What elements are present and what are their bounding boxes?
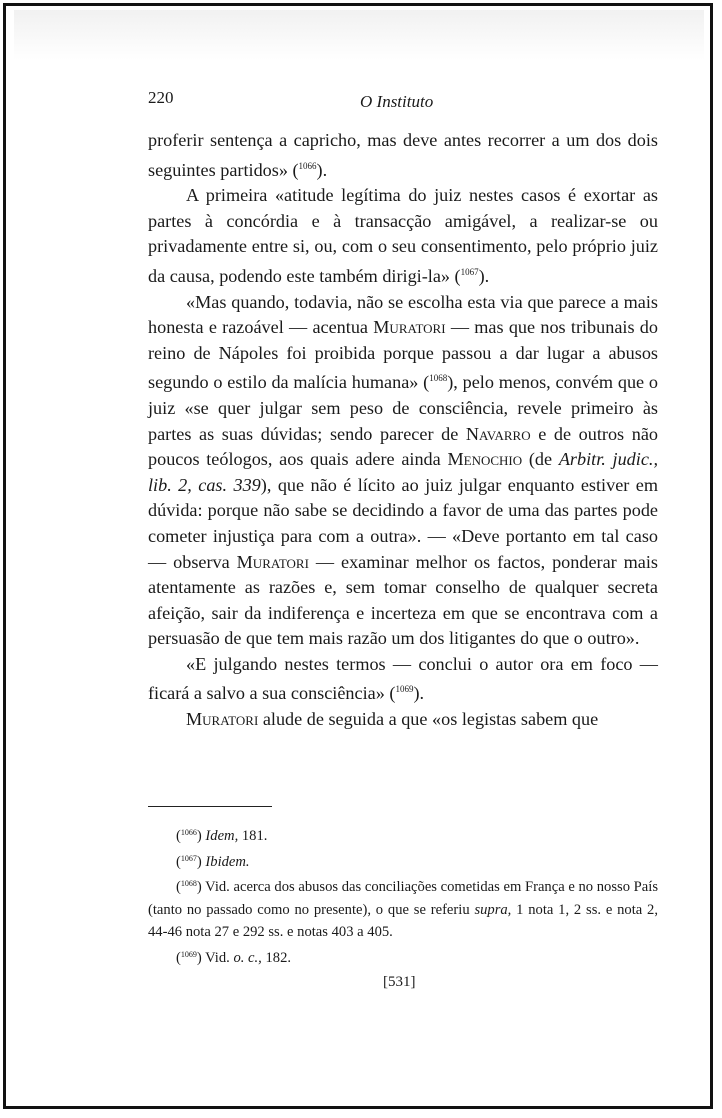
paragraph-3 [148, 290, 658, 652]
footnote-divider [148, 806, 272, 807]
footnote-number: 1067 [180, 853, 197, 863]
paragraph-3-text-e: (de [522, 449, 559, 470]
citation-arbitr-judic: Arbitr. judic., lib. 2, cas. 339 [148, 449, 658, 495]
paragraph-3-text-c: ), pelo menos, convém que o juiz «se quer julgar sem peso de consciência, revele primeiro às partes as suas dúvidas; sendo parecer de [148, 372, 658, 444]
paragraph-5 [148, 707, 658, 733]
footnote-text: Vid. acerca dos abusos das conciliações cometidas em França e no nosso País (tanto no passado como no presente), o que se referiu [148, 879, 658, 918]
footnote-italic: Idem, [205, 828, 239, 844]
footnote-marker: ($^{1067}$) [176, 853, 202, 870]
footnote-reference-1066: 1066 [298, 160, 317, 171]
footnote-text: Vid. [201, 949, 234, 966]
paragraph-1 [148, 128, 658, 183]
paragraph-2 [148, 183, 658, 289]
footnote-text: 181. [238, 828, 268, 844]
footnote-reference-1068: 1068 [429, 373, 448, 384]
footnote-number: 1066 [180, 828, 197, 837]
paragraph-2-text: A primeira «atitude legítima do juiz nestes casos é exortar as partes à concórdia e à transacção amigável, a realizar-se ou privadamente entre si, ou, com o seu consentimento, pelo próprio juiz da causa, podendo este também dirigi-la» ( [148, 185, 658, 286]
paragraph-4-text-end: ). [413, 683, 425, 704]
footnote-number: 1068 [180, 879, 197, 888]
footnote-italic: Ibidem. [205, 853, 250, 870]
footnote-reference-1067: 1067 [460, 266, 479, 277]
author-name-muratori: Muratori [373, 317, 446, 338]
footnote-1067 [148, 848, 658, 874]
footnote-number: 1069 [180, 949, 197, 959]
paragraph-3-text-f: ), que não é lícito ao juiz julgar enquanto estiver em dúvida: porque não sabe se decidindo a favor de uma das partes pode cometer injustiça para com a outra». — «Deve portanto em tal caso — observa [148, 474, 658, 572]
footnote-marker: ($^{1068}$) [176, 879, 202, 895]
footnote-italic: supra, [474, 901, 512, 918]
footnotes [148, 822, 658, 969]
body-text [148, 128, 658, 733]
footnote-marker: ($^{1066}$) [176, 828, 202, 844]
paragraph-5-text: alude de seguida a que «os legistas sabem que [258, 709, 599, 730]
paragraph-1-text: proferir sentença a capricho, mas deve antes recorrer a um dos dois seguintes partidos» ( [148, 130, 658, 180]
author-name-muratori-3: Muratori [186, 709, 259, 730]
running-title: O Instituto [360, 92, 434, 111]
footnote-marker: ($^{1069}$) [176, 949, 202, 966]
footnote-1069 [148, 944, 658, 970]
footnote-reference-1069: 1069 [395, 684, 414, 695]
paragraph-3-text-b: — mas que nos tribunais do reino de Nápoles foi proibida porque passou a dar lugar a abusos segundo o estilo da malícia humana» ( [148, 317, 658, 393]
page-number: 220 [148, 88, 174, 107]
print-page-reference: [531] [383, 974, 416, 990]
paragraph-3-text-d: e de outros não poucos teólogos, aos quais adere ainda [148, 423, 659, 470]
paragraph-2-text-end: ). [478, 265, 490, 286]
author-name-muratori-2: Muratori [236, 551, 309, 572]
paragraph-1-text-end: ). [316, 159, 328, 180]
footnote-text-end: 182. [261, 949, 292, 966]
author-name-menochio: Menochio [447, 449, 523, 470]
paragraph-3-text-a: «Mas quando, todavia, não se escolha esta via que parece a mais honesta e razoável — acentua [148, 291, 658, 338]
footnote-1068 [148, 873, 658, 944]
paragraph-3-text-g: — examinar melhor os factos, ponderar mais atentamente as razões e, sem tomar conselho de qualquer secreta afeição, sair da indiferença e incerteza em que se encontrava com a persuasão de que tem mais razão um dos litigantes do que o outro». [148, 551, 659, 649]
paragraph-4 [148, 652, 658, 707]
footnote-text-end: 1 nota 1, 2 ss. e nota 2, 44-46 nota 27 e 292 ss. e notas 403 a 405. [148, 901, 658, 940]
author-name-navarro: Navarro [465, 423, 531, 444]
footnote-1066 [148, 822, 658, 848]
paragraph-4-text: «E julgando nestes termos — conclui o autor ora em foco — ficará a salvo a sua consciência» ( [148, 653, 658, 704]
footnote-italic: o. c., [233, 949, 262, 966]
